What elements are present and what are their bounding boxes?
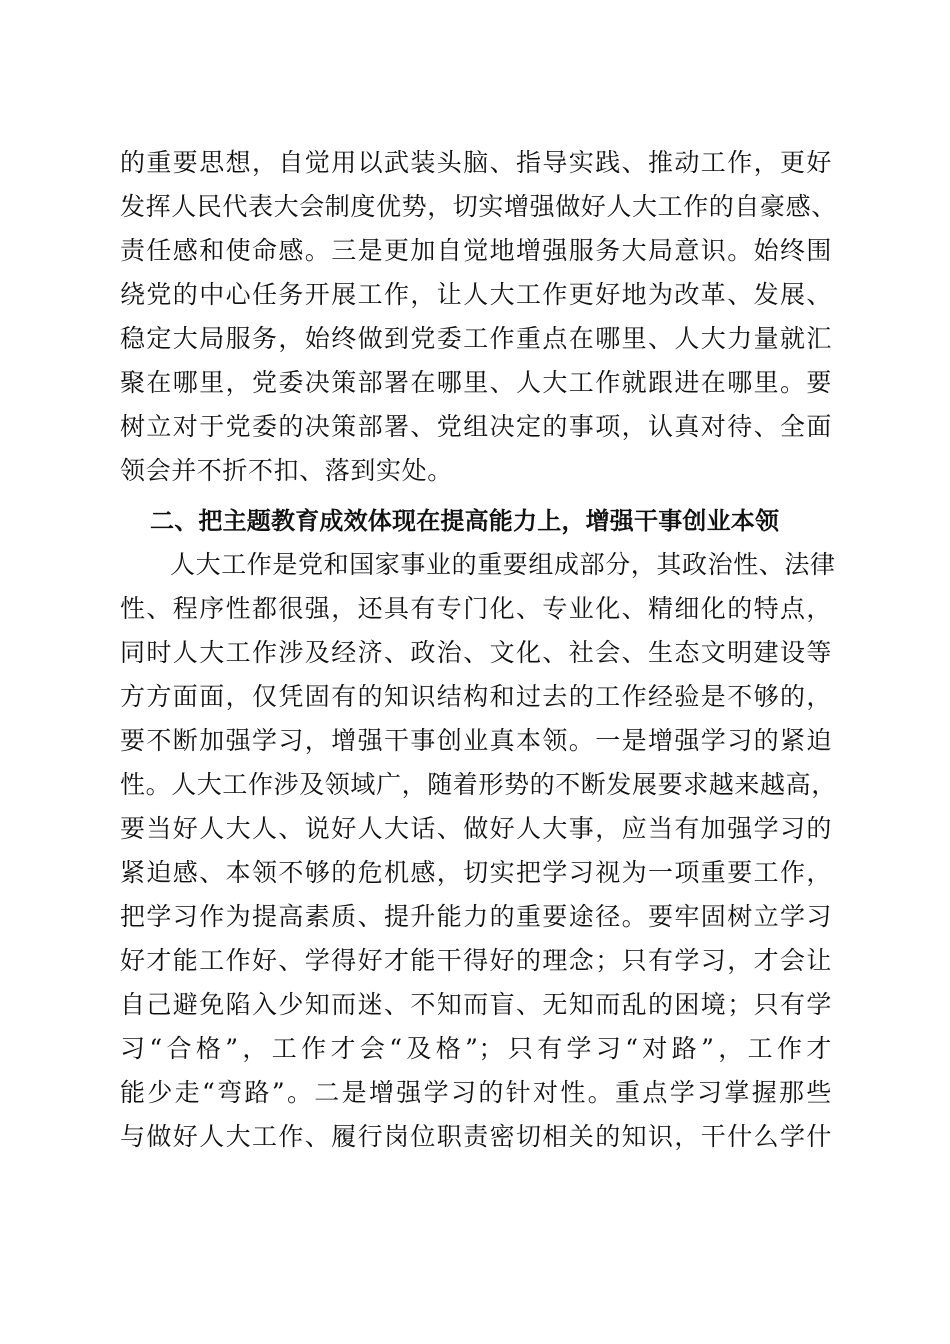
paragraph2-line-9: 把学习作为提高素质、提升能力的重要途径。要牢固树立学习 xyxy=(120,902,832,931)
paragraph2-line-4: 方方面面，仅凭固有的知识结构和过去的工作经验是不够的， xyxy=(120,682,832,711)
paragraph2-line-10: 好才能工作好、学得好才能干得好的理念；只有学习，才会让 xyxy=(120,946,832,975)
paragraph2-line-2: 性、程序性都很强，还具有专门化、专业化、精细化的特点， xyxy=(120,594,832,623)
paragraph2-line-3: 同时人大工作涉及经济、政治、文化、社会、生态文明建设等 xyxy=(120,638,832,667)
paragraph1-line-8: 领会并不折不扣、落到实处。 xyxy=(120,456,453,485)
paragraph1-line-3: 责任感和使命感。三是更加自觉地增强服务大局意识。始终围 xyxy=(120,236,832,265)
section-heading: 二、把主题教育成效体现在提高能力上，增强干事创业本领 xyxy=(150,507,780,535)
paragraph1-line-5: 稳定大局服务，始终做到党委工作重点在哪里、人大力量就汇 xyxy=(120,324,832,353)
paragraph2-line-7: 要当好人大人、说好人大话、做好人大事，应当有加强学习的 xyxy=(120,814,832,843)
paragraph1-line-7: 树立对于党委的决策部署、党组决定的事项，认真对待、全面 xyxy=(120,412,832,441)
paragraph2-line-6: 性。人大工作涉及领域广，随着形势的不断发展要求越来越高， xyxy=(120,770,837,799)
paragraph1-line-4: 绕党的中心任务开展工作，让人大工作更好地为改革、发展、 xyxy=(120,280,832,309)
paragraph1-line-6: 聚在哪里，党委决策部署在哪里、人大工作就跟进在哪里。要 xyxy=(120,368,832,397)
paragraph1-line-2: 发挥人民代表大会制度优势，切实增强做好人大工作的自豪感、 xyxy=(120,192,837,221)
paragraph2-line-13: 能少走“弯路”。二是增强学习的针对性。重点学习掌握那些 xyxy=(120,1078,832,1107)
paragraph1-line-1: 的重要思想，自觉用以武装头脑、指导实践、推动工作，更好 xyxy=(120,148,832,177)
paragraph2-line-11: 自己避免陷入少知而迷、不知而盲、无知而乱的困境；只有学 xyxy=(120,990,832,1019)
paragraph2-line-1: 人大工作是党和国家事业的重要组成部分，其政治性、法律 xyxy=(170,550,836,579)
paragraph2-line-8: 紧迫感、本领不够的危机感，切实把学习视为一项重要工作， xyxy=(120,858,832,887)
paragraph2-line-5: 要不断加强学习，增强干事创业真本领。一是增强学习的紧迫 xyxy=(120,726,832,755)
paragraph2-line-14: 与做好人大工作、履行岗位职责密切相关的知识，干什么学什 xyxy=(120,1122,832,1151)
paragraph2-line-12: 习“合格”，工作才会“及格”；只有学习“对路”，工作才 xyxy=(120,1034,832,1063)
